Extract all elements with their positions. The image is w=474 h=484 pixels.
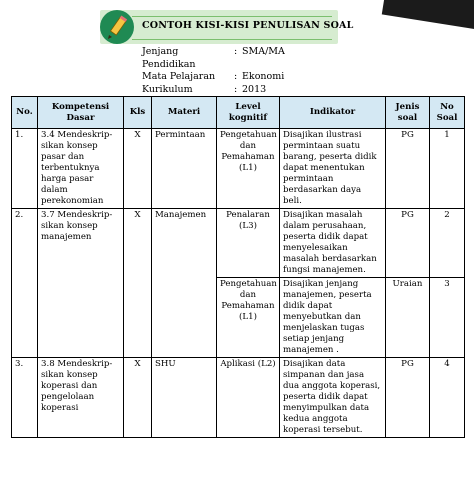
cell-indikator: Disajikan data simpanan dan jasa dua anggota koperasi, peserta didik dapat menyimpulkan data kedua anggota koperasi tersebut.: [280, 358, 386, 438]
meta-row-mapel: [142, 71, 285, 84]
col-header-kd: Kompetensi Dasar: [38, 97, 124, 129]
cell-indikator: Disajikan ilustrasi permintaan suatu barang, peserta didik dapat menentukan permintaan berdasarkan daya beli.: [280, 129, 386, 209]
cell-nosoal: 1: [430, 129, 465, 209]
cell-indikator: Disajikan jenjang manajemen, peserta didik dapat menyebutkan dan menjelaskan tugas setiap jenjang manajemen .: [280, 278, 386, 358]
cell-jenis: PG: [386, 129, 430, 209]
meta-value: Ekonomi: [242, 71, 285, 82]
col-header-nosoal: No Soal: [430, 97, 465, 129]
table-row: [12, 209, 465, 278]
cell-level: Pengetahuan dan Pemahaman (L1): [217, 278, 280, 358]
meta-label: Mata Pelajaran: [142, 71, 216, 82]
cell-materi: Permintaan: [152, 129, 217, 209]
cell-kd: 3.7 Mendeskrip-sikan konsep manajemen: [38, 209, 124, 358]
cell-jenis: Uraian: [386, 278, 430, 358]
cell-kls: X: [124, 129, 152, 209]
cell-materi: Manajemen: [152, 209, 217, 358]
cell-kd: 3.4 Mendeskrip-sikan konsep pasar dan terbentuknya harga pasar dalam perekonomian: [38, 129, 124, 209]
cell-no: 3.: [12, 358, 38, 438]
cell-jenis: PG: [386, 209, 430, 278]
meta-value: 2013: [242, 83, 267, 95]
col-header-level: Level kognitif: [217, 97, 280, 129]
cell-no: 1.: [12, 129, 38, 209]
table-row: [12, 358, 465, 438]
cell-nosoal: 4: [430, 358, 465, 438]
table-header-row: [12, 97, 465, 129]
kisi-kisi-table: [11, 96, 465, 438]
cell-kd: 3.8 Mendeskrip-sikan konsep koperasi dan pengelolaan koperasi: [38, 358, 124, 438]
meta-label: Kurikulum: [142, 83, 193, 95]
cell-nosoal: 3: [430, 278, 465, 358]
cell-kls: X: [124, 358, 152, 438]
cell-materi: SHU: [152, 358, 217, 438]
cell-indikator: Disajikan masalah dalam perusahaan, peserta didik dapat menyelesaikan masalah berdasarkan fungsi manajemen.: [280, 209, 386, 278]
col-header-jenis: Jenis soal: [386, 97, 430, 129]
meta-row-jenjang: [142, 46, 285, 71]
meta-sep: :: [234, 71, 238, 82]
cell-level: Pengetahuan dan Pemahaman (L1): [217, 129, 280, 209]
table-row: [12, 129, 465, 209]
meta-label: Jenjang Pendidikan: [142, 46, 196, 70]
cell-level: Penalaran (L3): [217, 209, 280, 278]
corner-decoration: [382, 0, 474, 33]
col-header-indikator: Indikator: [280, 97, 386, 129]
col-header-kls: Kls: [124, 97, 152, 129]
meta-value: SMA/MA: [242, 46, 285, 57]
cell-kls: X: [124, 209, 152, 358]
cell-jenis: PG: [386, 358, 430, 438]
pencil-icon: [100, 10, 134, 44]
cell-nosoal: 2: [430, 209, 465, 278]
meta-sep: :: [234, 46, 238, 57]
cell-no: 2.: [12, 209, 38, 358]
cell-level: Aplikasi (L2): [217, 358, 280, 438]
col-header-materi: Materi: [152, 97, 217, 129]
page-title: CONTOH KISI-KISI PENULISAN SOAL: [142, 20, 354, 31]
document-meta: [142, 46, 285, 96]
meta-sep: :: [234, 83, 238, 95]
meta-row-kurikulum: [142, 84, 285, 97]
col-header-no: No.: [12, 97, 38, 129]
